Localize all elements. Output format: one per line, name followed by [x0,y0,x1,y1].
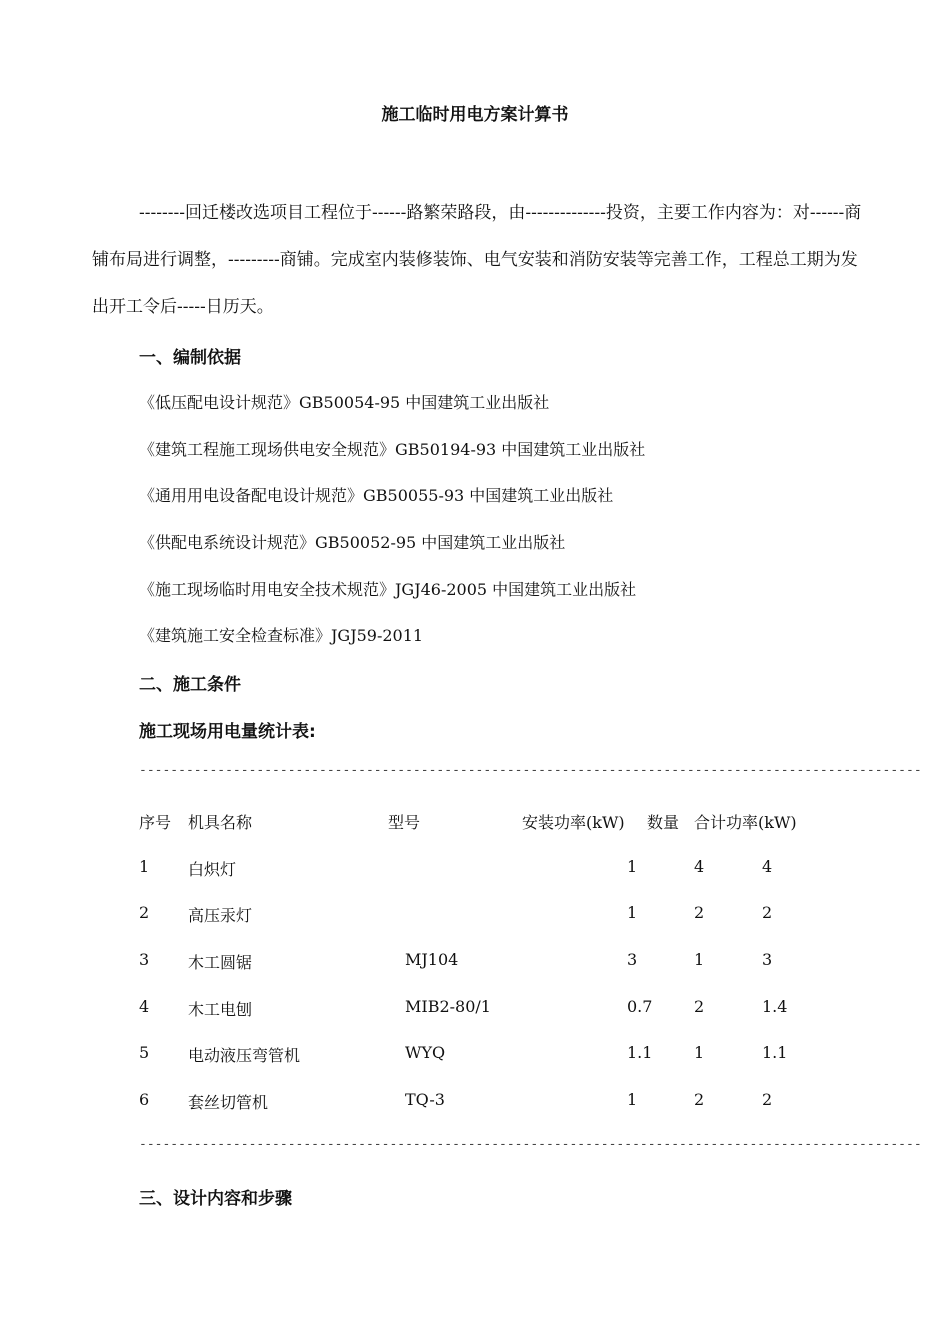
table-row [0,1090,950,1114]
column-header: 安装功率(kW) [522,813,625,832]
table-cell: 1.1 [762,1043,788,1062]
table-row [0,857,950,881]
section-heading-basis: 一、编制依据 [139,348,241,368]
column-header: 型号 [388,813,421,832]
table-cell: 1 [627,903,638,922]
table-cell: 1.1 [627,1043,653,1062]
table-cell: 1 [694,1043,705,1062]
table-cell: 1 [694,950,705,969]
table-cell: MIB2-80/1 [405,997,491,1016]
reference-item: 《建筑施工安全检查标准》JGJ59-2011 [139,626,424,645]
column-header: 数量 [647,813,680,832]
table-separator-top: ---------------------------------------------------------------------------------------------------- [139,763,922,778]
table-row [0,1043,950,1067]
table-cell: 1 [627,857,638,876]
table-cell: 3 [762,950,773,969]
table-cell: 5 [139,1043,150,1062]
table-cell: 2 [762,903,773,922]
table-title: 施工现场用电量统计表: [139,722,316,742]
table-cell: 6 [139,1090,150,1109]
table-cell: 木工电刨 [188,1000,253,1019]
table-cell: 2 [139,903,150,922]
reference-item: 《低压配电设计规范》GB50054-95 中国建筑工业出版社 [139,393,550,412]
table-row [0,903,950,927]
table-cell: 4 [694,857,705,876]
table-separator-bottom: ---------------------------------------------------------------------------------------------------- [139,1137,922,1152]
table-cell: 4 [762,857,773,876]
reference-item: 《建筑工程施工现场供电安全规范》GB50194-93 中国建筑工业出版社 [139,440,646,459]
section-heading-conditions: 二、施工条件 [139,675,241,695]
table-cell: 高压汞灯 [188,906,253,925]
table-cell: 2 [694,1090,705,1109]
table-cell: 0.7 [627,997,653,1016]
table-row [0,997,950,1021]
table-cell: 2 [694,903,705,922]
intro-paragraph: --------回迁楼改选项目工程位于------路繁荣路段，由--------------投资，主要工作内容为：对------商铺布局进行调整，---------商铺。完成室内装修装饰、电气安装和消防安装等完善工作，工程总工期为发出开工令后-----日历天。 [92,203,862,317]
table-cell: 4 [139,997,150,1016]
reference-item: 《施工现场临时用电安全技术规范》JGJ46-2005 中国建筑工业出版社 [139,580,637,599]
table-cell: 3 [627,950,638,969]
document-title: 施工临时用电方案计算书 [381,105,569,125]
reference-item: 《通用用电设备配电设计规范》GB50055-93 中国建筑工业出版社 [139,486,614,505]
column-header: 机具名称 [188,813,253,832]
table-cell: 3 [139,950,150,969]
table-cell: 1.4 [762,997,788,1016]
table-cell: 1 [627,1090,638,1109]
column-header: 序号 [139,813,172,832]
table-cell: 1 [139,857,150,876]
table-cell: 套丝切管机 [188,1093,269,1112]
reference-item: 《供配电系统设计规范》GB50052-95 中国建筑工业出版社 [139,533,566,552]
table-cell: 木工圆锯 [188,953,253,972]
table-cell: TQ-3 [405,1090,445,1109]
table-cell: 白炽灯 [188,860,237,879]
table-cell: 2 [694,997,705,1016]
table-row [0,950,950,974]
table-cell: WYQ [405,1043,446,1062]
section-heading-design: 三、设计内容和步骤 [139,1189,292,1209]
table-cell: MJ104 [405,950,459,969]
table-cell: 2 [762,1090,773,1109]
table-cell: 电动液压弯管机 [188,1046,301,1065]
column-header: 合计功率(kW) [694,813,797,832]
table-header-row [0,810,950,834]
